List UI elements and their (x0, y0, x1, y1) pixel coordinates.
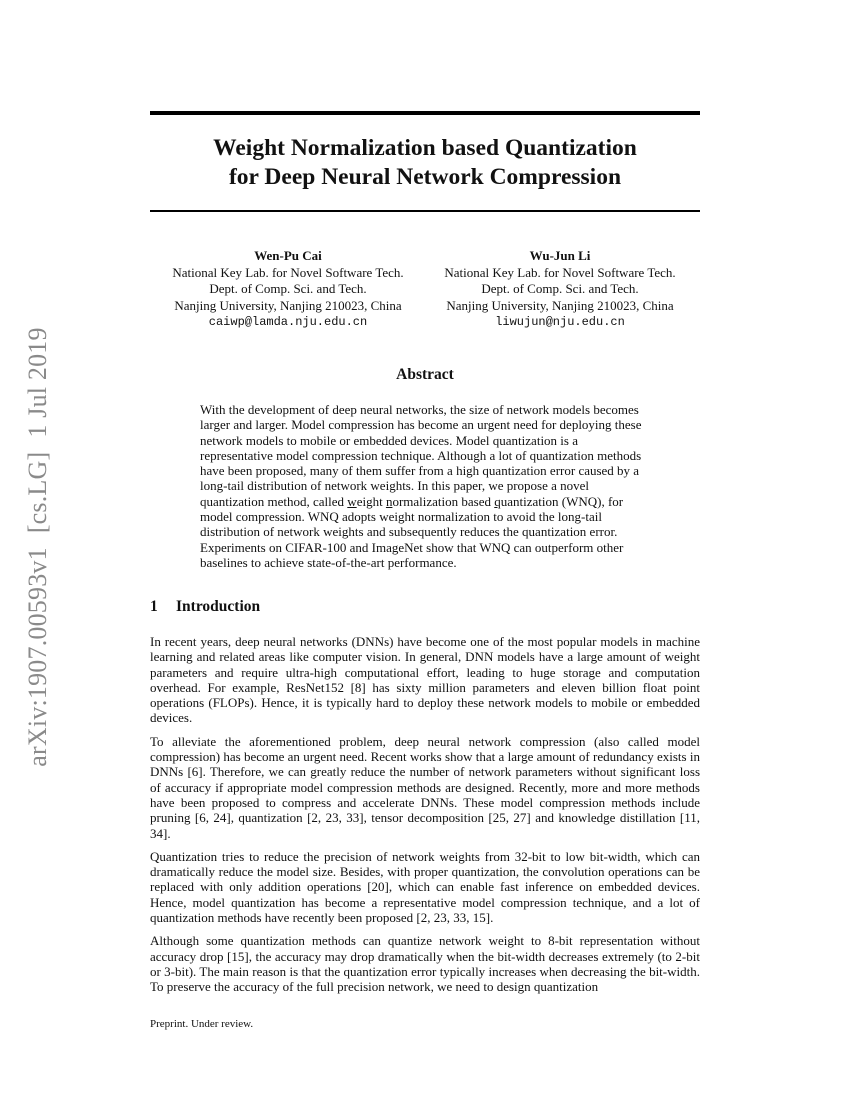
body-paragraph: To alleviate the aforementioned problem, deep neural network compression (also called model compression) has become an urgent need. Recent works show that a large amount of redundancy exists in DNNs [6]. Therefore, we can greatly reduce the number of network parameters without significant loss of accuracy if appropriate model compression methods are designed. Recently, more and more methods have been proposed to compress and accelerate DNNs. These model compression methods include pruning [6, 24], quantization [2, 23, 33], tensor decomposition [25, 27] and knowledge distillation [11, 34]. (150, 733, 700, 841)
abstract-text-part: With the development of deep neural networks, the size of network models becomes larger and larger. Model compression has become an urgent need for deploying these network models to mobile or embedded devices. Model quantization is a representative model compression technique. Although a lot of quantization methods have been proposed, many of them suffer from a high quantization error caused by a long-tail distribution of network weights. In this paper, we propose a novel quantization method, called (200, 402, 642, 509)
author-block-2 (420, 248, 700, 331)
abstract-heading: Abstract (396, 366, 454, 383)
author-affiliation: National Key Lab. for Novel Software Tech. (172, 264, 404, 280)
abstract-text (200, 402, 653, 570)
body-paragraph: Although some quantization methods can quantize network weight to 8-bit representation without accuracy drop [15], the accuracy may drop dramatically when the bit-width decreases extremely (to 2-bit or 3-bit). The main reason is that the quantization error typically increases when decreasing the bit-width. To preserve the accuracy of the full precision network, we need to design quantization (150, 933, 700, 995)
preprint-footer: Preprint. Under review. (150, 1018, 254, 1030)
arxiv-identifier-stamp (23, 313, 53, 766)
author-name: Wu-Jun Li (529, 248, 591, 263)
arxiv-date: 1 Jul 2019 (23, 327, 52, 438)
abstract-text-part: for model compression. WNQ adopts weight normalization to avoid the long-tail distribution of network weights and subsequently reduces the quantization error. Experiments on CIFAR-100 and ImageNet show that WNQ can outperform other baselines to achieve state-of-the-art performance. (200, 493, 624, 570)
section-body (150, 634, 700, 1003)
section-heading (150, 598, 260, 616)
arxiv-id: arXiv:1907.00593v1 (23, 547, 52, 767)
title-line-2: for Deep Neural Network Compression (228, 164, 622, 190)
abstract-acronym-letter: w (347, 493, 357, 509)
arxiv-category: [cs.LG] (23, 451, 52, 534)
paper-title (150, 134, 700, 192)
title-bottom-rule (150, 210, 700, 212)
author-email[interactable]: liwujun@nju.edu.cn (495, 315, 625, 329)
section-number: 1 (150, 598, 158, 615)
author-block-1 (148, 248, 428, 331)
abstract-text-part: ormalization based (392, 493, 495, 509)
section-title: Introduction (176, 598, 261, 615)
abstract-acronym-letter: n (385, 493, 393, 509)
body-paragraph: In recent years, deep neural networks (DNNs) have become one of the most popular models in machine learning and related areas like computer vision. In general, DNN models have a large amount of weight parameters and require ultra-high computational effort, leading to huge storage and computation overhead. For example, ResNet152 [8] has sixty million parameters and eleven billion float point operations (FLOPs). Hence, it is typically hard to deploy these network models to mobile or embedded devices. (150, 634, 700, 726)
title-top-rule (150, 111, 700, 115)
body-paragraph: Quantization tries to reduce the precision of network weights from 32-bit to low bit-width, which can dramatically reduce the model size. Besides, with proper quantization, the convolution operations can be replaced with only addition operations [20], which can enable fast inference on embedded devices. Hence, model quantization has become a representative model compression technique, and a lot of quantization methods have recently been proposed [2, 23, 33, 15]. (150, 848, 700, 926)
title-line-1: Weight Normalization based Quantization (213, 135, 637, 161)
author-university: Nanjing University, Nanjing 210023, China (446, 297, 674, 313)
author-email[interactable]: caiwp@lamda.nju.edu.cn (208, 315, 368, 329)
abstract-text-part: eight (356, 493, 386, 509)
abstract-text-part: uantization (WNQ), (500, 493, 605, 509)
author-department: Dept. of Comp. Sci. and Tech. (481, 281, 639, 296)
author-university: Nanjing University, Nanjing 210023, China (174, 297, 402, 313)
abstract-acronym-letter: q (494, 493, 501, 509)
author-affiliation: National Key Lab. for Novel Software Tech. (444, 264, 676, 280)
author-department: Dept. of Comp. Sci. and Tech. (209, 281, 367, 296)
author-name: Wen-Pu Cai (254, 248, 322, 263)
